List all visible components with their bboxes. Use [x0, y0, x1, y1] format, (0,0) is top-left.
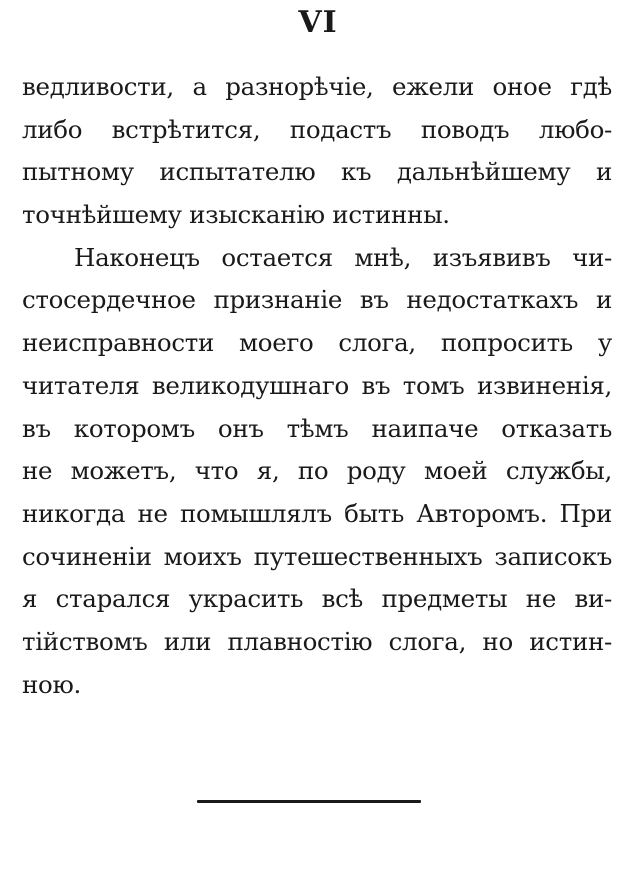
text-line: не можетъ, что я, по роду моей службы, — [22, 456, 612, 486]
text-line: пытному испытателю къ дальнѣйшему и — [22, 157, 612, 187]
text-line: въ которомъ онъ тѣмъ наипаче отказать — [22, 413, 612, 443]
page-number: VI — [298, 5, 338, 40]
text-line: никогда не помышлялъ быть Авторомъ. При — [22, 498, 612, 528]
text-line: тійствомъ или плавностію слога, но истин- — [22, 626, 612, 656]
text-line: Наконецъ остается мнѣ, изъявивъ чи- — [74, 242, 612, 272]
text-line: я старался украсить всѣ предметы не ви- — [22, 584, 612, 614]
text-line: ною. — [22, 669, 81, 699]
text-line: стосердечное признаніе въ недостаткахъ и — [22, 285, 612, 315]
text-line: неисправности моего слога, попросить у — [22, 328, 612, 358]
text-line: сочиненіи моихъ путешественныхъ записокъ — [22, 541, 612, 571]
text-line: либо встрѣтится, подастъ поводъ любо- — [22, 114, 612, 144]
body-text — [22, 66, 612, 706]
text-line: читателя великодушнаго въ томъ извиненія, — [22, 370, 612, 400]
decorative-rule — [197, 800, 421, 803]
text-line: точнѣйшему изысканію истинны. — [22, 200, 450, 230]
text-line: ведливости, а разнорѣчіе, ежели оное гдѣ — [22, 72, 612, 101]
